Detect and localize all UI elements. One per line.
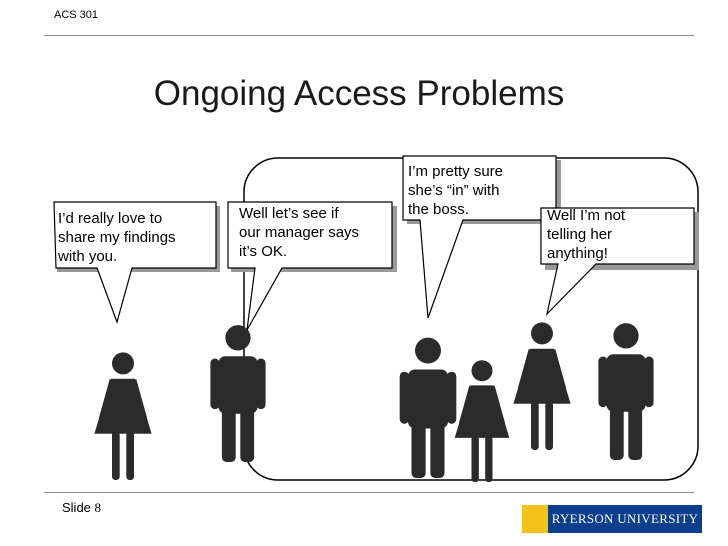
bubble-1-text: I’d really love to share my findings with you. — [58, 210, 176, 265]
logo-seal-icon — [522, 505, 548, 533]
bubble-2-text: Well let’s see if our manager says it’s OK. — [239, 205, 360, 260]
course-code: ACS 301 — [54, 9, 99, 21]
slide-word: Slide — [62, 500, 91, 515]
university-logo — [522, 505, 702, 533]
bubble-4-text: Well I’m not telling her anything! — [547, 207, 626, 262]
slide-number-label — [62, 500, 101, 516]
logo-wordmark: RYERSON UNIVERSITY — [551, 511, 699, 526]
slide-number: 8 — [94, 500, 102, 515]
slide-title-text: Ongoing Access Problems — [153, 74, 565, 113]
female-figure-icon — [94, 352, 151, 480]
bubble-3-text: I’m pretty sure she’s “in” with the boss. — [408, 163, 504, 218]
footer-rule — [44, 492, 694, 493]
